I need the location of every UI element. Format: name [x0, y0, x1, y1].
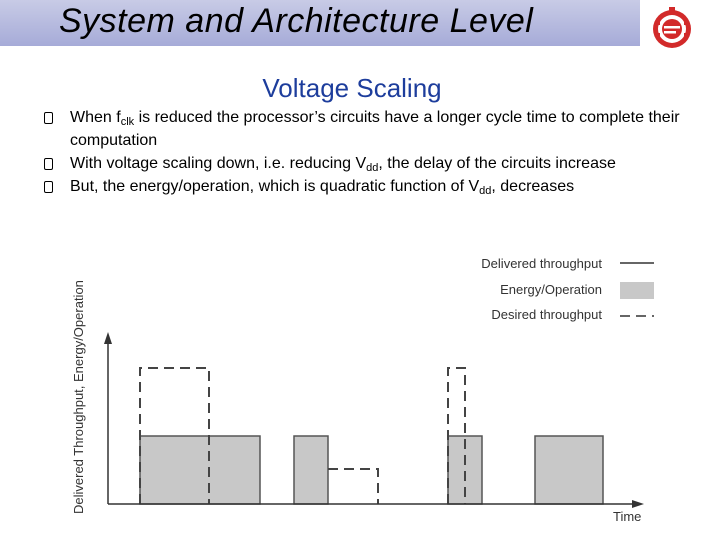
- y-axis-arrow-icon: [104, 332, 112, 344]
- energy-block: [535, 436, 603, 504]
- bullet-text: , decreases: [491, 178, 575, 195]
- bullet-text: , the delay of the circuits increase: [378, 155, 616, 172]
- bullet-text: With voltage scaling down, i.e. reducing V: [70, 155, 367, 172]
- legend-delivered-label: Delivered throughput: [481, 256, 602, 271]
- slide-subtitle: Voltage Scaling: [262, 73, 442, 103]
- institution-logo-icon: [650, 4, 694, 52]
- bullet-text: But, the energy/operation, which is quadratic function of V: [70, 178, 480, 195]
- x-axis-label: Time: [613, 509, 642, 524]
- y-axis-label: Delivered Throughput, Energy/Operation: [71, 280, 86, 514]
- bullet-item: [44, 152, 694, 175]
- energy-block: [140, 436, 260, 504]
- desired-throughput-outline: [328, 469, 378, 504]
- bullet-subscript: dd: [479, 185, 492, 197]
- throughput-diagram: [60, 248, 660, 528]
- energy-block: [294, 436, 328, 504]
- slide-title: System and Architecture Level: [59, 2, 534, 40]
- bullet-item: [44, 175, 694, 198]
- legend-desired-label: Desired throughput: [491, 307, 602, 322]
- bullet-item: [44, 106, 694, 152]
- legend-energy-swatch: [620, 282, 654, 299]
- bullet-marker-icon: [44, 181, 53, 193]
- bullet-subscript: clk: [120, 116, 135, 128]
- bullet-subscript: dd: [366, 162, 379, 174]
- bullet-text: is reduced the processor’s circuits have a longer cycle time to complete their computation: [70, 109, 680, 149]
- bullet-text: When f: [70, 109, 121, 126]
- bullet-marker-icon: [44, 158, 53, 170]
- x-axis-arrow-icon: [632, 500, 644, 508]
- bullet-list: [44, 106, 694, 198]
- bullet-marker-icon: [44, 112, 53, 124]
- legend-energy-label: Energy/Operation: [500, 282, 602, 297]
